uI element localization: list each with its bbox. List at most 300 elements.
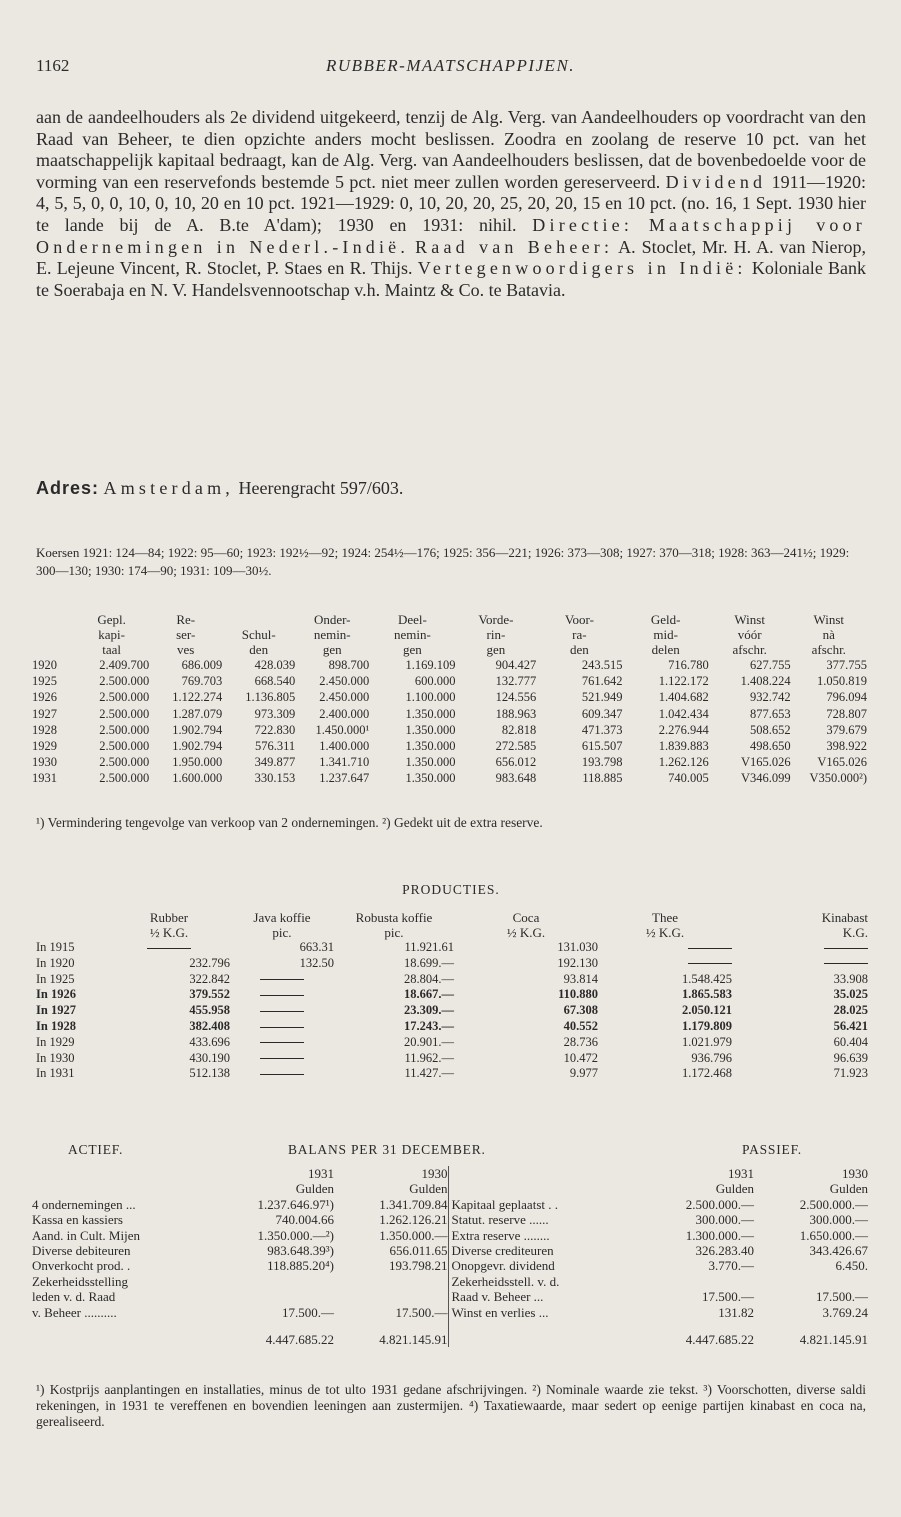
financials-cell: 82.818	[501, 722, 537, 737]
productions-cell: 430.190	[189, 1050, 230, 1065]
productions-header-cell: pic.	[272, 925, 292, 940]
balance-item: Statut. reserve ......	[448, 1212, 644, 1227]
financials-header-cell: delen	[651, 642, 680, 657]
productions-header-cell: ½ K.G.	[645, 925, 685, 940]
financials-header-cell: Deel-	[397, 612, 427, 627]
productions-row	[36, 956, 868, 972]
financials-cell: 716.780	[668, 658, 709, 672]
address-label: Adres:	[36, 478, 100, 498]
productions-cell: 1.172.468	[682, 1066, 732, 1081]
productions-cell: 11.962.—	[404, 1050, 454, 1065]
financials-header-cell: den	[249, 642, 269, 657]
balance-blank	[32, 1320, 228, 1347]
balance-row	[32, 1305, 868, 1320]
financials-header-cell: nà	[822, 627, 835, 642]
balance-amount: 343.426.67	[809, 1243, 868, 1259]
balance-item: Diverse crediteuren	[448, 1243, 644, 1258]
financials-cell: 2.500.000	[99, 739, 150, 754]
balance-amount: 1.237.646.97¹)	[257, 1196, 334, 1212]
financials-row	[32, 754, 867, 770]
productions-header-cell: K.G.	[842, 925, 868, 940]
productions-cell: 56.421	[833, 1018, 868, 1033]
financials-cell: 1.136.805	[245, 690, 296, 705]
financials-cell: 1.400.000	[319, 739, 370, 754]
financials-header-cell: vóór	[737, 627, 762, 642]
productions-year: In 1920	[36, 955, 75, 970]
financials-cell: 2.450.000	[319, 674, 370, 689]
productions-header-cell: ½ K.G.	[149, 925, 189, 940]
financials-cell: 1.902.794	[172, 722, 223, 737]
financials-year: 1926	[32, 690, 57, 705]
productions-cell: 11.921.61	[404, 940, 454, 954]
financials-cell: 2.276.944	[658, 722, 709, 737]
financials-cell: 2.500.000	[99, 690, 150, 705]
productions-cell: 9.977	[569, 1066, 598, 1081]
financials-cell: V346.099	[740, 771, 791, 786]
productions-row	[36, 1051, 868, 1067]
vert-text: Koloniale Bank te Soerabaja en N. V. Handelsvennootschap v.h. Maintz & Co. te Batavia.	[36, 258, 866, 300]
productions-cell	[230, 1066, 334, 1082]
financials-cell: 132.777	[495, 674, 537, 689]
financials-row	[32, 657, 867, 673]
balance-row	[32, 1197, 868, 1212]
financials-cell: 656.012	[495, 755, 537, 770]
financials-cell: 904.427	[495, 658, 537, 672]
financials-header-cell: nemin-	[313, 627, 351, 642]
balance-amount	[334, 1289, 448, 1304]
productions-cell: 663.31	[299, 940, 334, 954]
financials-header-cell	[32, 642, 74, 657]
balance-amount	[228, 1289, 334, 1304]
balance-item: Onverkocht prod. .	[32, 1258, 131, 1274]
financials-footnote: ¹) Vermindering tengevolge van verkoop van 2 ondernemingen. ²) Gedekt uit de extra reserve.	[36, 815, 543, 830]
financials-cell: 973.309	[254, 706, 296, 721]
financials-cell: 2.400.000	[319, 706, 370, 721]
financials-header-row	[32, 627, 867, 642]
financials-cell: 498.650	[749, 739, 791, 754]
productions-cell	[732, 956, 868, 972]
productions-year: In 1931	[36, 1066, 75, 1081]
raad-text: A. Stoclet, Mr. H. A. van Nierop, E. Lejeune Vincent, R. Stoclet, P. Staes en R. Thijs.	[36, 236, 866, 279]
financials-cell: 1.350.000	[405, 755, 456, 770]
productions-cell: 93.814	[563, 971, 598, 986]
balance-unit: Gulden	[409, 1181, 448, 1197]
productions-row	[36, 940, 868, 956]
productions-cell: 33.908	[833, 971, 868, 986]
passief-label: PASSIEF.	[742, 1142, 802, 1157]
financials-cell: 1.341.710	[319, 755, 370, 770]
balance-amount	[228, 1274, 334, 1289]
productions-cell: 382.408	[189, 1018, 230, 1033]
balance-unit: Gulden	[829, 1181, 868, 1197]
financials-row	[32, 722, 867, 738]
financials-cell: 2.500.000	[99, 722, 150, 737]
financials-cell: 1.122.274	[172, 690, 223, 705]
productions-row	[36, 1066, 868, 1082]
financials-cell: 1.262.126	[658, 755, 709, 770]
financials-cell: 2.500.000	[99, 755, 150, 770]
balance-amount: 1.341.709.84	[379, 1196, 448, 1212]
financials-cell: 428.039	[254, 658, 296, 672]
productions-cell: 28.736	[563, 1034, 598, 1049]
financials-header-cell: Schul-	[241, 627, 276, 642]
balance-row	[32, 1212, 868, 1227]
financials-header-cell: Voor-	[564, 612, 594, 627]
address-line	[36, 478, 866, 499]
balance-total: 4.821.145.91	[379, 1332, 448, 1348]
financials-year: 1928	[32, 722, 57, 737]
balance-amount: 3.770.—	[708, 1258, 754, 1274]
productions-cell	[230, 1019, 334, 1035]
financials-year: 1920	[32, 658, 57, 672]
financials-cell: 1.050.819	[817, 674, 867, 689]
financials-cell: 668.540	[254, 674, 296, 689]
financials-header-cell: mid-	[653, 627, 678, 642]
balance-amount: 1.300.000.—	[685, 1227, 754, 1243]
financials-cell: 193.798	[581, 755, 623, 770]
financials-cell: 877.653	[749, 706, 791, 721]
financials-header-cell	[32, 627, 74, 642]
balance-item: v. Beheer ..........	[32, 1304, 117, 1320]
empty-dash	[824, 948, 868, 949]
productions-cell	[230, 987, 334, 1003]
financials-header-row	[32, 612, 867, 627]
financials-cell: 1.169.109	[405, 658, 456, 672]
productions-year: In 1929	[36, 1034, 75, 1049]
balance-year: 1930	[421, 1166, 448, 1181]
productions-year: In 1926	[36, 987, 76, 1002]
balance-item: Diverse debiteuren	[32, 1243, 131, 1259]
balance-item: Zekerheidsstell. v. d.	[448, 1274, 644, 1289]
productions-header-cell	[36, 910, 108, 925]
financials-header-cell: rin-	[486, 627, 506, 642]
financials-header-cell: gen	[486, 642, 506, 657]
financials-header-cell: ra-	[572, 627, 587, 642]
balance-unit: Gulden	[715, 1181, 754, 1197]
balance-header	[36, 1142, 868, 1160]
balance-amount: 1.650.000.—	[799, 1227, 868, 1243]
balance-table	[32, 1166, 868, 1347]
vert-label: Vertegenwoordigers in Indië:	[417, 258, 747, 279]
financials-header-cell: Geld-	[650, 612, 681, 627]
financials-cell: 2.500.000	[99, 771, 150, 786]
productions-cell: 1.021.979	[682, 1034, 732, 1049]
balance-item: 4 ondernemingen ...	[32, 1196, 136, 1212]
financials-header-cell: Winst	[734, 612, 765, 627]
productions-year: In 1927	[36, 1003, 76, 1018]
financials-header-cell: taal	[102, 642, 121, 657]
balance-amount	[754, 1274, 868, 1289]
balance-blank	[448, 1320, 644, 1347]
actief-label: ACTIEF.	[68, 1142, 124, 1157]
balance-item: Aand. in Cult. Mijen	[32, 1227, 140, 1243]
balance-total: 4.447.685.22	[685, 1332, 754, 1348]
financials-cell: 188.963	[495, 706, 537, 721]
financials-cell: V165.026	[740, 755, 791, 770]
balance-amount: 2.500.000.—	[685, 1196, 754, 1212]
financials-year: 1929	[32, 739, 57, 754]
financials-cell: 1.408.224	[740, 674, 791, 689]
balance-item: leden v. d. Raad	[32, 1289, 116, 1305]
balance-amount: 17.500.—	[816, 1289, 868, 1305]
productions-header-cell	[36, 925, 108, 940]
financials-cell: 1.237.647	[319, 771, 370, 786]
financials-cell: 1.350.000	[405, 722, 456, 737]
balance-blank	[448, 1181, 644, 1196]
productions-cell: 35.025	[833, 987, 868, 1002]
financials-header-cell: den	[570, 642, 589, 657]
balance-total: 4.447.685.22	[265, 1332, 334, 1348]
financials-cell: 1.287.079	[172, 706, 223, 721]
productions-cell: 131.030	[557, 940, 598, 954]
productions-cell: 433.696	[189, 1034, 230, 1049]
productions-cell	[230, 1035, 334, 1051]
financials-cell: 243.515	[581, 658, 623, 672]
balance-amount: 740.004.66	[275, 1212, 334, 1228]
productions-cell: 132.50	[299, 955, 334, 970]
directie-text: Maatschappij voor Ondernemingen in Nederl.-Indië.	[36, 214, 866, 257]
productions-table	[36, 910, 868, 1082]
empty-dash	[147, 948, 191, 949]
balance-amount: 17.500.—	[282, 1304, 334, 1320]
page-number: 1162	[36, 56, 70, 75]
balance-amount: 2.500.000.—	[799, 1196, 868, 1212]
balance-amount	[334, 1274, 448, 1289]
balance-item: Raad v. Beheer ...	[448, 1289, 644, 1304]
page-header	[36, 56, 865, 78]
empty-dash	[688, 963, 732, 964]
financials-row	[32, 770, 867, 786]
financials-year: 1931	[32, 771, 57, 786]
balance-amount: 3.769.24	[822, 1304, 868, 1320]
balance-item: Onopgevr. dividend	[448, 1258, 644, 1273]
financials-cell: 521.949	[581, 690, 623, 705]
balance-amount: 131.82	[718, 1304, 754, 1320]
productions-cell: 1.548.425	[682, 971, 732, 986]
balance-item: Kapitaal geplaatst . .	[448, 1197, 644, 1212]
empty-dash	[824, 963, 868, 964]
financials-header-cell: afschr.	[811, 642, 846, 657]
financials-cell: 932.742	[749, 690, 791, 705]
empty-dash	[688, 948, 732, 949]
financials-cell: 728.807	[826, 706, 867, 721]
financials-table	[32, 612, 867, 787]
address-street: Heerengracht 597/603.	[238, 478, 404, 498]
financials-cell: 124.556	[495, 690, 537, 705]
productions-cell	[230, 1051, 334, 1067]
financials-cell: 796.094	[826, 690, 867, 705]
productions-year: In 1928	[36, 1018, 76, 1033]
productions-cell: 110.880	[558, 987, 598, 1002]
financials-cell: 471.373	[581, 722, 623, 737]
productions-cell: 28.025	[833, 1003, 868, 1018]
balance-amount: 300.000.—	[809, 1212, 868, 1228]
productions-cell: 379.552	[189, 987, 230, 1002]
balance-item: Extra reserve ........	[448, 1228, 644, 1243]
financials-cell: 576.311	[255, 739, 296, 754]
productions-cell	[598, 940, 732, 956]
productions-header-cell: Thee	[652, 910, 678, 925]
financials-cell: 379.679	[826, 722, 867, 737]
dividend-label: Dividend	[665, 171, 767, 192]
productions-cell: 71.923	[833, 1066, 868, 1081]
financials-cell: 2.450.000	[319, 690, 370, 705]
financials-header-cell: ser-	[176, 627, 196, 642]
productions-cell: 232.796	[189, 955, 230, 970]
productions-cell: 1.179.809	[682, 1018, 732, 1033]
financials-cell: 1.350.000	[405, 771, 456, 786]
productions-row	[36, 1035, 868, 1051]
financials-cell: 627.755	[749, 658, 791, 672]
productions-cell: 18.699.—	[404, 955, 454, 970]
empty-dash	[260, 1058, 304, 1059]
financials-cell: 1.122.172	[658, 674, 709, 689]
financials-cell: 349.877	[254, 755, 296, 770]
financials-cell: 272.585	[495, 739, 537, 754]
productions-cell: 512.138	[189, 1066, 230, 1081]
financials-header-cell: Onder-	[313, 612, 351, 627]
financials-cell: 600.000	[414, 674, 456, 689]
balance-amount: 1.350.000.—	[379, 1227, 448, 1243]
productions-cell	[230, 1003, 334, 1019]
productions-year: In 1925	[36, 971, 75, 986]
productions-cell: 20.901.—	[404, 1034, 454, 1049]
financials-cell: 2.409.700	[99, 658, 150, 672]
balance-total: 4.821.145.91	[799, 1332, 868, 1348]
balance-row	[32, 1243, 868, 1258]
productions-cell: 1.865.583	[682, 987, 732, 1002]
balance-blank	[448, 1166, 644, 1181]
productions-header-cell: Robusta koffie	[355, 910, 433, 925]
productions-header-cell: Java koffie	[253, 910, 311, 925]
financials-row	[32, 673, 867, 689]
financials-year: 1930	[32, 755, 57, 770]
productions-cell: 23.309.—	[404, 1003, 454, 1018]
financials-header-cell: Vorde-	[478, 612, 514, 627]
productions-row	[36, 1019, 868, 1035]
productions-cell	[598, 956, 732, 972]
running-title: RUBBER-MAATSCHAPPIJEN.	[325, 56, 576, 75]
productions-cell: 17.243.—	[404, 1018, 454, 1033]
financials-cell: 508.652	[749, 722, 791, 737]
financials-cell: 118.885	[582, 771, 623, 786]
productions-header-cell: ½ K.G.	[506, 925, 546, 940]
financials-header-cell: afschr.	[732, 642, 767, 657]
financials-cell: 330.153	[254, 771, 296, 786]
balance-item: Winst en verlies ...	[448, 1305, 644, 1320]
productions-header-row	[36, 925, 868, 940]
financials-header-cell: Re-	[176, 612, 196, 627]
empty-dash	[260, 1027, 304, 1028]
financials-cell: 686.009	[181, 658, 223, 672]
financials-cell: 1.350.000	[405, 706, 456, 721]
balance-row	[32, 1289, 868, 1304]
productions-cell: 96.639	[833, 1050, 868, 1065]
financials-cell: 2.500.000	[99, 706, 150, 721]
productions-cell	[732, 940, 868, 956]
balance-amount: 656.011.65	[389, 1243, 448, 1259]
financials-row	[32, 689, 867, 705]
financials-cell: 398.922	[826, 739, 867, 754]
financials-header-cell: gen	[322, 642, 342, 657]
balance-item: Kassa en kassiers	[32, 1212, 123, 1228]
productions-row	[36, 1003, 868, 1019]
balance-amount: 300.000.—	[695, 1212, 754, 1228]
balance-amount: 17.500.—	[395, 1304, 448, 1320]
financials-header-cell	[32, 612, 74, 627]
financials-cell: 377.755	[826, 658, 867, 672]
financials-cell: 1.839.883	[658, 739, 709, 754]
productions-cell: 40.552	[563, 1018, 598, 1033]
balance-amount: 6.450.	[835, 1258, 868, 1274]
productions-row	[36, 987, 868, 1003]
company-description	[36, 107, 866, 301]
financials-header-cell: Gepl.	[97, 612, 126, 627]
financials-year: 1927	[32, 706, 57, 721]
productions-cell: 11.427.—	[404, 1066, 454, 1081]
balance-year: 1931	[308, 1166, 334, 1181]
financials-header-cell: kapi-	[98, 627, 125, 642]
financials-row	[32, 706, 867, 722]
balance-unit: Gulden	[295, 1181, 334, 1197]
productions-cell: 18.667.—	[404, 987, 454, 1002]
productions-cell: 322.842	[189, 971, 230, 986]
productions-header-cell: Kinabast	[821, 910, 868, 925]
productions-header-row	[36, 910, 868, 925]
balance-year: 1930	[842, 1166, 868, 1181]
productions-row	[36, 972, 868, 988]
financials-header-row	[32, 642, 867, 657]
productions-year: In 1915	[36, 940, 75, 954]
productions-cell: 60.404	[833, 1034, 868, 1049]
body-text-2: 1911—1920: 4, 5, 5, 0, 0, 10, 0, 10, 20 en 10 pct. 1921—1929: 0, 10, 20, 20, 25, 20, 20, 15 en 10 pct. (no. 16, 1 Sept. 1930 hier te lande bij de A. B.te A'dam); 1930 en 1931: nihil.	[36, 171, 866, 235]
directie-label: Directie:	[532, 214, 634, 235]
balance-amount	[644, 1274, 754, 1289]
financials-cell: 983.648	[495, 771, 537, 786]
price-history: Koersen 1921: 124—84; 1922: 95—60; 1923: 192½—92; 1924: 254½—176; 1925: 356—221; 1926: 373—308; 1927: 370—318; 1928: 363—241½; 1929: 300—130; 1930: 174—90; 1931: 109—30½.	[36, 545, 850, 578]
empty-dash	[260, 1042, 304, 1043]
balance-unit-row	[32, 1181, 868, 1196]
empty-dash	[260, 1074, 304, 1075]
financials-header-cell: nemin-	[393, 627, 431, 642]
financials-cell: 898.700	[328, 658, 370, 672]
financials-cell: 1.950.000	[172, 755, 223, 770]
financials-cell: 769.703	[181, 674, 223, 689]
balance-blank	[32, 1181, 228, 1196]
productions-title: PRODUCTIES.	[402, 882, 500, 897]
address-city: Amsterdam,	[103, 478, 234, 498]
balance-amount: 17.500.—	[702, 1289, 754, 1305]
balance-amount: 1.350.000.—²)	[257, 1227, 334, 1243]
productions-header-cell: pic.	[384, 925, 404, 940]
financials-cell: 615.507	[581, 739, 623, 754]
financials-cell: 1.350.000	[405, 739, 456, 754]
financials-cell: 609.347	[581, 706, 623, 721]
balance-footnote: ¹) Kostprijs aanplantingen en installaties, minus de tot ulto 1931 gedane afschrijvingen. ²) Nominale waarde zie tekst. ³) Voorschotten, diverse saldi rekeningen, in 1931 te vereffenen en bovendien leeningen aan zustermijen. ⁴) Taxatiewaarde, maar sedert op eenige partijen kinabast en coca na, gerealiseerd.	[36, 1382, 866, 1429]
balance-amount: 326.283.40	[695, 1243, 754, 1259]
financials-header-cell: Winst	[813, 612, 845, 627]
financials-cell: V165.026	[817, 755, 867, 770]
financials-cell: 1.902.794	[172, 739, 223, 754]
balance-title: BALANS PER 31 DECEMBER.	[288, 1142, 486, 1157]
financials-cell: 1.404.682	[658, 690, 709, 705]
balance-row	[32, 1258, 868, 1273]
productions-cell: 936.796	[691, 1050, 732, 1065]
financials-cell: 740.005	[668, 771, 709, 786]
balance-item: Zekerheidsstelling	[32, 1273, 129, 1289]
productions-cell	[230, 972, 334, 988]
balance-amount: 193.798.21	[389, 1258, 448, 1274]
